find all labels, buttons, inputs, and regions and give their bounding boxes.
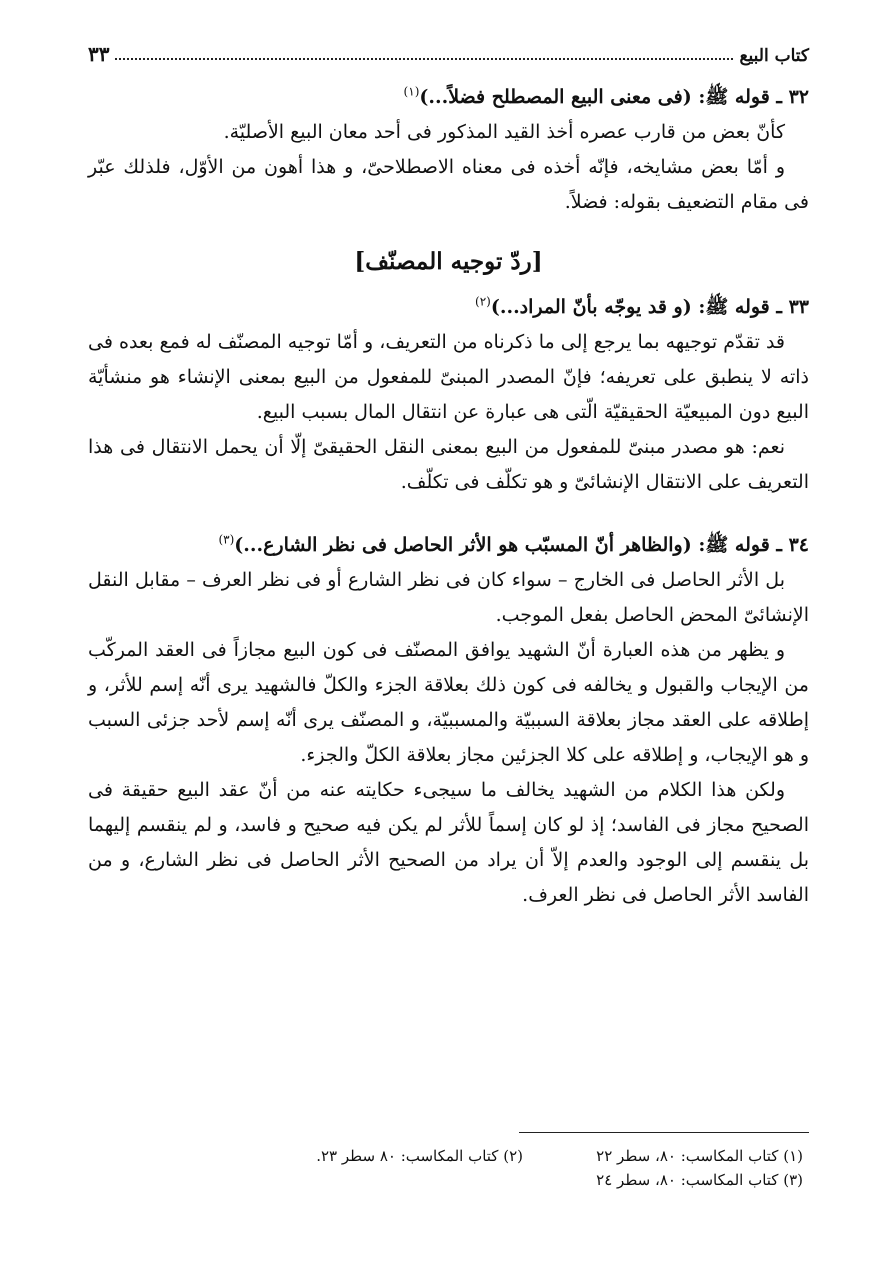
footnote-row [88,1168,803,1192]
section-33-heading [88,290,809,325]
footnote-divider [519,1132,809,1133]
page-body [88,80,809,913]
section-33-paragraph-1: قد تقدّم توجيهه بما يرجع إلى ما ذكرناه من التعريف، و أمّا توجيه المصنّف له فمع بعده فى ذاته لا ينطبق على تعريفه؛ فإنّ المصدر المبنىّ للمفعول من البيع بمعنى الإنشاء هو منشأيّة البيع دون المبيعيّة الحقيقيّة الّتى هى عبارة عن انتقال المال بسبب البيع. [88,331,809,423]
section-34-paragraph-2: و يظهر من هذه العبارة أنّ الشهيد يوافق المصنّف فى كون البيع مجازاً فى العقد المركّب من الإيجاب والقبول و يخالفه فى كون ذلك بعلاقة الجزء والكلّ فالشهيد يرى أنّه إسم للأثر، و إطلاقه على العقد مجاز بعلاقة السببيّة والمسببيّة، و المصنّف يرى أنّه إسم لأحد جزئى السبب و هو الإيجاب، و إطلاقه على كلا الجزئين مجاز بعلاقة الكلّ والجزء. [88,639,809,766]
running-header-title: كتاب البيع [739,46,809,66]
leader-dots [115,58,733,60]
section-gap [88,500,809,528]
footnote-row [88,1144,803,1168]
section-33-heading-text: ٣٣ ـ قوله ﷺ: (و قد يوجّه بأنّ المراد...) [490,296,809,318]
section-32-heading [88,80,809,115]
section-34-heading [88,528,809,563]
section-title: [ردّ توجيه المصنّف] [354,248,543,275]
section-34-paragraph-3: ولكن هذا الكلام من الشهيد يخالف ما سيجىء حكايته عنه من أنّ عقد البيع حقيقة فى الصحيح مجاز فى الفاسد؛ إذ لو كان إسماً للأثر لم يكن فيه صحيح و فاسد، و لم ينقسم إليهما بل ينقسم إلى الوجود والعدم إلاّ أن يراد من الصحيح الأثر الحاصل فى نظر الشارع، و من الفاسد الأثر الحاصل فى نظر العرف. [88,779,809,906]
footnote-1: (١) كتاب المكاسب: ٨٠، سطر ٢٢ [596,1147,803,1165]
section-32-paragraph-1: كأنّ بعض من قارب عصره أخذ القيد المذكور فى أحد معان البيع الأصليّة. [223,121,785,143]
footnote-2: (٢) كتاب المكاسب: ٨٠ سطر ٢٣. [316,1147,523,1165]
page-number: ٣٣ [88,42,110,66]
footnote-ref-3[interactable]: (٣) [218,532,235,547]
section-33-paragraph-2: نعم: هو مصدر مبنىّ للمفعول من البيع بمعنى النقل الحقيقىّ إلّا أن يحمل الانتقال فى هذا التعريف على الانتقال الإنشائىّ و هو تكلّف فى تكلّف. [88,436,809,493]
footnote-3: (٣) كتاب المكاسب: ٨٠، سطر ٢٤ [596,1171,803,1189]
footnote-ref-2[interactable]: (٢) [475,294,491,309]
running-header [88,36,809,66]
section-32-paragraph-2: و أمّا بعض مشايخه، فإنّه أخذه فى معناه الاصطلاحىّ، و هذا أهون من الأوّل، فلذلك عبّر فى مقام التضعيف بقوله: فضلاً. [88,156,809,213]
section-32-heading-text: ٣٢ ـ قوله ﷺ: (فى معنى البيع المصطلح فضلاً...) [419,86,809,108]
footnote-ref-1[interactable]: (١) [403,84,420,99]
footnotes [88,1144,803,1192]
section-34-heading-text: ٣٤ ـ قوله ﷺ: (والظاهر أنّ المسبّب هو الأثر الحاصل فى نظر الشارع...) [234,534,809,556]
section-34-paragraph-1: بل الأثر الحاصل فى الخارج – سواء كان فى نظر الشارع أو فى نظر العرف – مقابل النقل الإنشائىّ المحض الحاصل بفعل الموجب. [88,569,809,626]
